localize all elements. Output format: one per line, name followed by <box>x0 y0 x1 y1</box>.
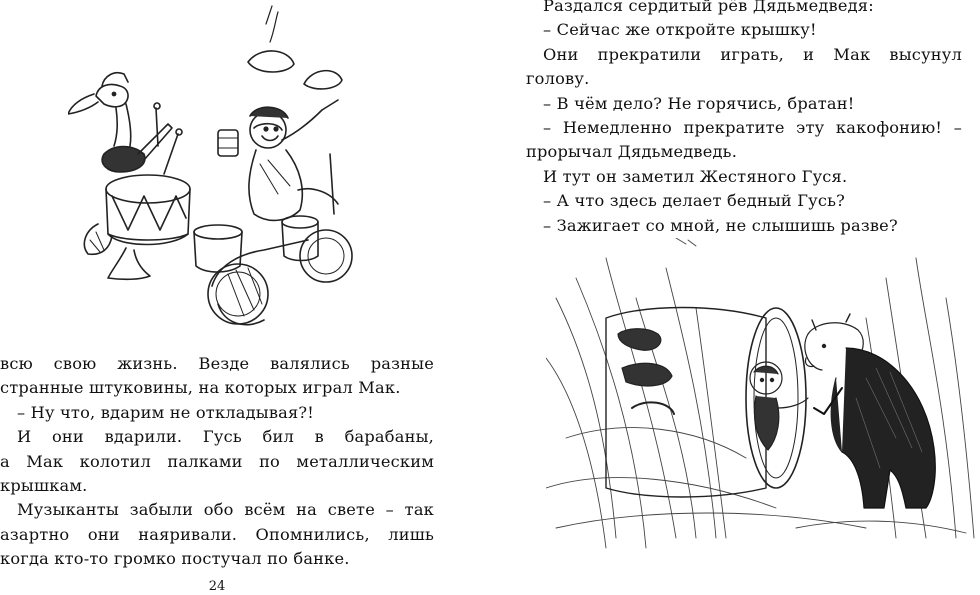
text-line: – Зажигает со мной, не слышишь разве? <box>543 215 898 235</box>
text-line: азартно они наяривали. Опомнились, лишь <box>0 524 434 544</box>
text-line: – В чём дело? Не горячись, братан! <box>543 93 855 113</box>
right-page <box>490 0 980 595</box>
text-line: И они вдарили. Гусь бил в барабаны, <box>17 427 434 447</box>
text-line: И тут он заметил Жестяного Гуся. <box>543 166 848 186</box>
text-line: всю свою жизнь. Везде валялись разные <box>0 354 434 373</box>
goose-and-monkey-band-illustration <box>68 4 368 339</box>
text-line: когда кто-то громко постучал по банке. <box>0 549 350 569</box>
text-line: – Немедленно прекратите эту какофонию! – <box>543 118 962 138</box>
text-line: – Ну что, вдарим не откладывая?! <box>17 402 315 422</box>
right-page-text <box>526 0 962 238</box>
bear-at-tin-can-illustration <box>546 238 976 553</box>
text-line: голову. <box>526 69 590 89</box>
text-line: а Мак колотил палками по металлическим <box>0 451 434 471</box>
left-page-text <box>0 352 434 572</box>
page-number: 24 <box>208 579 226 594</box>
text-line: прорычал Дядьмедведь. <box>526 142 738 162</box>
text-line: Раздался сердитый рёв Дядьмедведя: <box>543 0 874 15</box>
text-line: крышкам. <box>0 476 88 496</box>
text-line: – Сейчас же откройте крышку! <box>543 20 817 40</box>
text-line: странные штуковины, на которых играл Мак. <box>0 378 401 398</box>
text-line: Музыканты забыли обо всём на свете – так <box>17 500 434 520</box>
text-line: – А что здесь делает бедный Гусь? <box>543 191 846 211</box>
text-line: Они прекратили играть, и Мак высунул <box>543 44 962 64</box>
